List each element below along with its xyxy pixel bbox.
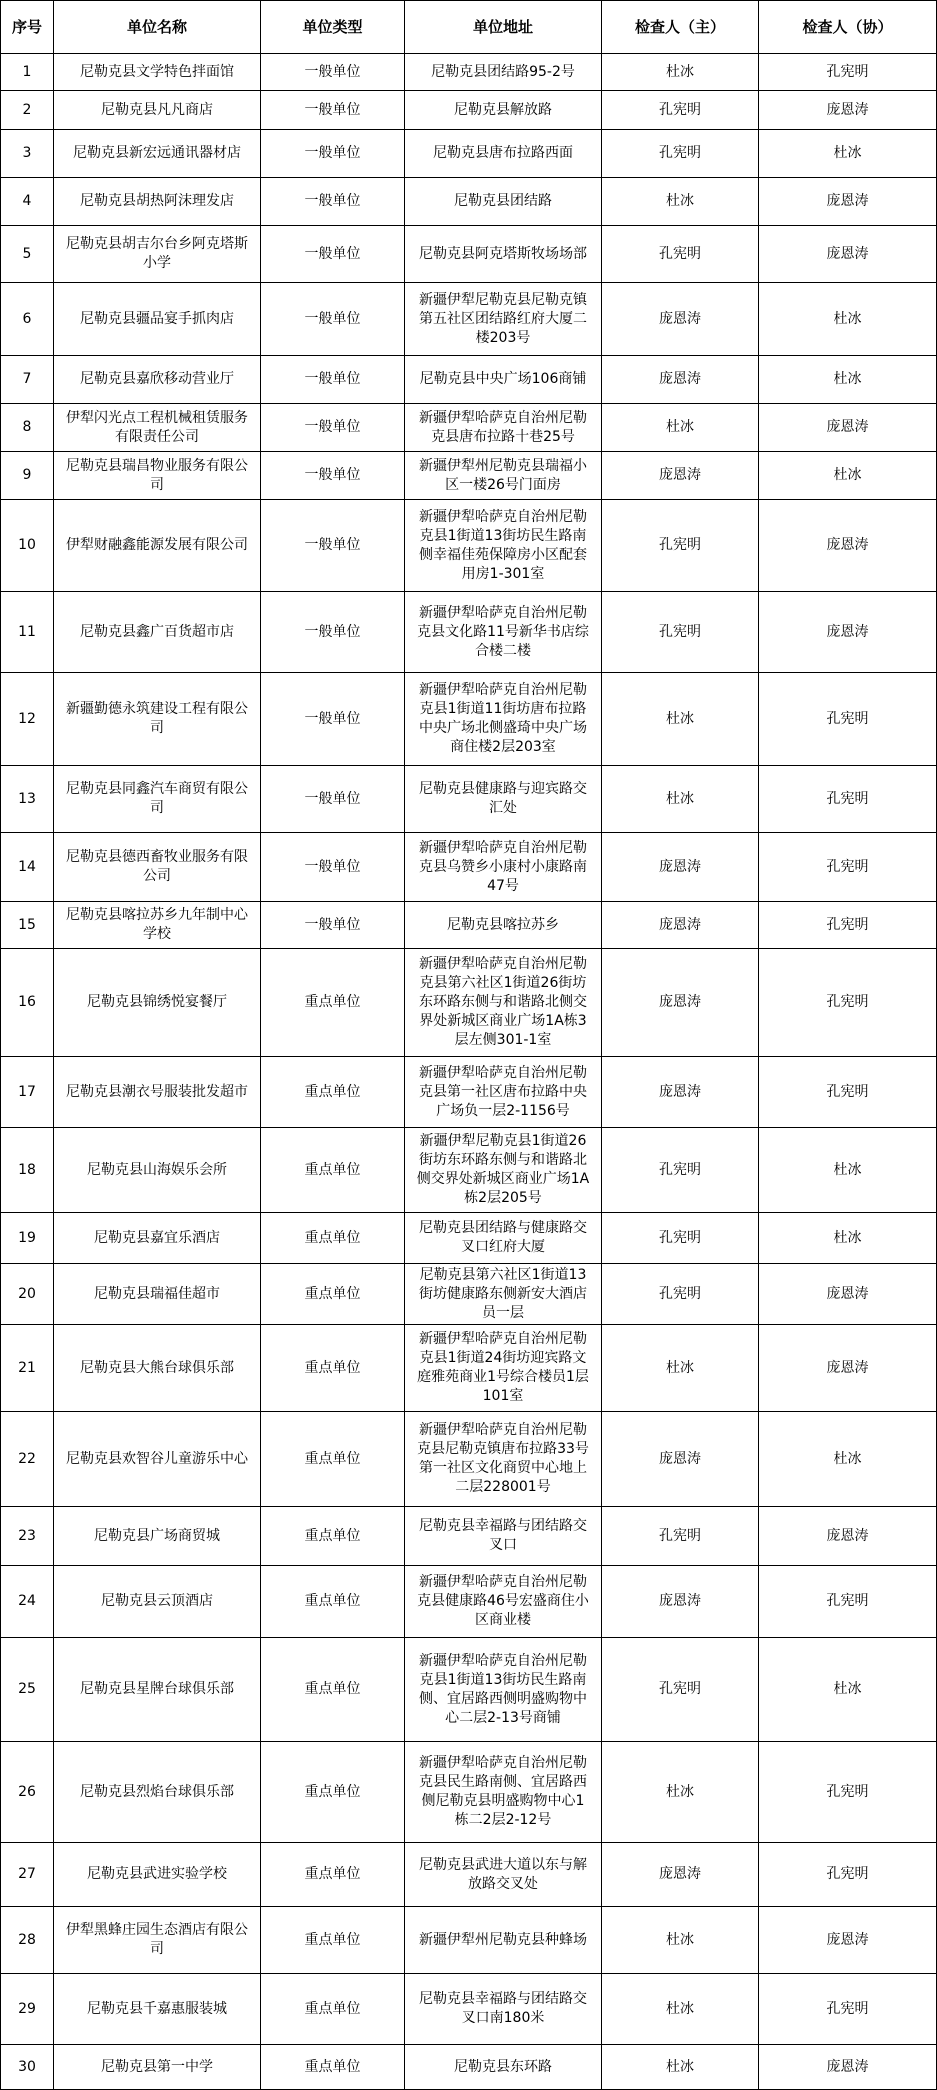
cell-inspector-main: 庞恩涛 [602, 1566, 759, 1638]
cell-unit-name: 尼勒克县欢智谷儿童游乐中心 [54, 1412, 261, 1507]
cell-inspector-assist: 孔宪明 [759, 1742, 937, 1843]
cell-unit-type: 重点单位 [261, 1057, 405, 1128]
cell-unit-type: 一般单位 [261, 766, 405, 833]
table-row [1, 1213, 937, 1264]
cell-unit-name: 尼勒克县德西畜牧业服务有限公司 [54, 833, 261, 902]
cell-unit-type: 重点单位 [261, 1128, 405, 1213]
cell-serial-no: 21 [1, 1325, 54, 1412]
cell-unit-address: 新疆伊犁哈萨克自治州尼勒克县健康路46号宏盛商住小区商业楼 [405, 1566, 602, 1638]
table-row [1, 226, 937, 283]
cell-unit-address: 尼勒克县团结路95-2号 [405, 54, 602, 91]
cell-unit-address: 新疆伊犁哈萨克自治州尼勒克县唐布拉路十巷25号 [405, 404, 602, 452]
header-unit-name: 单位名称 [54, 1, 261, 54]
cell-serial-no: 18 [1, 1128, 54, 1213]
cell-inspector-assist: 杜冰 [759, 452, 937, 500]
cell-serial-no: 16 [1, 949, 54, 1057]
cell-inspector-assist: 庞恩涛 [759, 1907, 937, 1974]
cell-inspector-main: 庞恩涛 [602, 949, 759, 1057]
cell-unit-name: 尼勒克县鑫广百货超市店 [54, 592, 261, 673]
table-row [1, 592, 937, 673]
cell-serial-no: 3 [1, 130, 54, 178]
cell-unit-address: 新疆伊犁哈萨克自治州尼勒克县1街道24街坊迎宾路文庭雅苑商业1号综合楼员1层101室 [405, 1325, 602, 1412]
cell-unit-type: 重点单位 [261, 1507, 405, 1566]
cell-unit-name: 尼勒克县嘉宜乐酒店 [54, 1213, 261, 1264]
cell-unit-type: 一般单位 [261, 283, 405, 356]
cell-unit-address: 尼勒克县阿克塔斯牧场场部 [405, 226, 602, 283]
cell-serial-no: 20 [1, 1264, 54, 1325]
cell-unit-type: 一般单位 [261, 54, 405, 91]
cell-inspector-main: 杜冰 [602, 2045, 759, 2090]
cell-unit-type: 一般单位 [261, 178, 405, 226]
cell-inspector-assist: 孔宪明 [759, 1974, 937, 2045]
table-row [1, 1507, 937, 1566]
cell-unit-name: 尼勒克县武进实验学校 [54, 1843, 261, 1907]
cell-unit-type: 重点单位 [261, 2045, 405, 2090]
cell-unit-name: 尼勒克县烈焰台球俱乐部 [54, 1742, 261, 1843]
header-serial-no: 序号 [1, 1, 54, 54]
cell-unit-type: 重点单位 [261, 1325, 405, 1412]
table-row [1, 833, 937, 902]
cell-serial-no: 8 [1, 404, 54, 452]
cell-inspector-assist: 庞恩涛 [759, 1325, 937, 1412]
cell-unit-address: 尼勒克县东环路 [405, 2045, 602, 2090]
cell-serial-no: 14 [1, 833, 54, 902]
cell-inspector-assist: 庞恩涛 [759, 91, 937, 130]
cell-unit-address: 新疆伊犁哈萨克自治州尼勒克县1街道13街坊民生路南侧幸福佳苑保障房小区配套用房1-301室 [405, 500, 602, 592]
cell-inspector-main: 杜冰 [602, 673, 759, 766]
cell-inspector-main: 孔宪明 [602, 1128, 759, 1213]
cell-unit-name: 尼勒克县锦绣悦宴餐厅 [54, 949, 261, 1057]
cell-unit-name: 尼勒克县凡凡商店 [54, 91, 261, 130]
cell-unit-type: 一般单位 [261, 226, 405, 283]
cell-unit-type: 重点单位 [261, 1412, 405, 1507]
cell-inspector-main: 庞恩涛 [602, 1843, 759, 1907]
cell-inspector-assist: 庞恩涛 [759, 178, 937, 226]
cell-inspector-assist: 庞恩涛 [759, 1507, 937, 1566]
table-row [1, 1057, 937, 1128]
cell-inspector-main: 杜冰 [602, 1907, 759, 1974]
cell-unit-name: 尼勒克县新宏远通讯器材店 [54, 130, 261, 178]
cell-unit-address: 新疆伊犁尼勒克县1街道26街坊东环路东侧与和谐路北侧交界处新城区商业广场1A栋2层205号 [405, 1128, 602, 1213]
cell-unit-type: 重点单位 [261, 1638, 405, 1742]
table-row [1, 1638, 937, 1742]
cell-inspector-main: 杜冰 [602, 1325, 759, 1412]
cell-unit-name: 尼勒克县广场商贸城 [54, 1507, 261, 1566]
table-row [1, 1128, 937, 1213]
table-row [1, 2045, 937, 2090]
cell-inspector-main: 杜冰 [602, 54, 759, 91]
cell-unit-name: 尼勒克县喀拉苏乡九年制中心学校 [54, 902, 261, 949]
cell-unit-type: 重点单位 [261, 1843, 405, 1907]
cell-unit-address: 尼勒克县中央广场106商铺 [405, 356, 602, 404]
cell-unit-name: 尼勒克县瑞昌物业服务有限公司 [54, 452, 261, 500]
table-row [1, 404, 937, 452]
cell-inspector-main: 孔宪明 [602, 130, 759, 178]
table-body [1, 54, 937, 2090]
cell-inspector-assist: 庞恩涛 [759, 404, 937, 452]
cell-unit-name: 尼勒克县疆品宴手抓肉店 [54, 283, 261, 356]
cell-inspector-assist: 孔宪明 [759, 673, 937, 766]
cell-unit-address: 尼勒克县幸福路与团结路交叉口南180米 [405, 1974, 602, 2045]
cell-unit-type: 一般单位 [261, 404, 405, 452]
header-unit-type: 单位类型 [261, 1, 405, 54]
cell-serial-no: 17 [1, 1057, 54, 1128]
cell-unit-type: 重点单位 [261, 1264, 405, 1325]
cell-unit-type: 一般单位 [261, 91, 405, 130]
cell-unit-name: 伊犁财融鑫能源发展有限公司 [54, 500, 261, 592]
cell-inspector-main: 杜冰 [602, 766, 759, 833]
cell-serial-no: 26 [1, 1742, 54, 1843]
cell-serial-no: 9 [1, 452, 54, 500]
cell-unit-name: 伊犁黑蜂庄园生态酒店有限公司 [54, 1907, 261, 1974]
cell-unit-type: 一般单位 [261, 356, 405, 404]
table-row [1, 1325, 937, 1412]
cell-inspector-assist: 杜冰 [759, 356, 937, 404]
table-row [1, 178, 937, 226]
cell-serial-no: 10 [1, 500, 54, 592]
cell-unit-name: 尼勒克县胡热阿沫理发店 [54, 178, 261, 226]
cell-inspector-main: 孔宪明 [602, 226, 759, 283]
cell-unit-address: 新疆伊犁州尼勒克县瑞福小区一楼26号门面房 [405, 452, 602, 500]
cell-unit-name: 新疆勤德永筑建设工程有限公司 [54, 673, 261, 766]
cell-unit-name: 尼勒克县胡吉尔台乡阿克塔斯小学 [54, 226, 261, 283]
cell-unit-address: 尼勒克县武进大道以东与解放路交叉处 [405, 1843, 602, 1907]
cell-inspector-assist: 杜冰 [759, 1412, 937, 1507]
cell-inspector-main: 庞恩涛 [602, 452, 759, 500]
table-row [1, 91, 937, 130]
cell-serial-no: 25 [1, 1638, 54, 1742]
header-inspector-main: 检查人（主） [602, 1, 759, 54]
cell-inspector-assist: 庞恩涛 [759, 1264, 937, 1325]
table-row [1, 356, 937, 404]
cell-unit-type: 重点单位 [261, 1213, 405, 1264]
table-row [1, 1264, 937, 1325]
cell-serial-no: 1 [1, 54, 54, 91]
cell-inspector-assist: 杜冰 [759, 283, 937, 356]
cell-unit-type: 一般单位 [261, 130, 405, 178]
cell-serial-no: 27 [1, 1843, 54, 1907]
cell-inspector-main: 庞恩涛 [602, 833, 759, 902]
cell-unit-type: 重点单位 [261, 1974, 405, 2045]
cell-inspector-main: 庞恩涛 [602, 902, 759, 949]
cell-inspector-assist: 孔宪明 [759, 54, 937, 91]
cell-inspector-main: 杜冰 [602, 404, 759, 452]
cell-unit-address: 新疆伊犁哈萨克自治州尼勒克县第六社区1街道26街坊东环路东侧与和谐路北侧交界处新城区商业广场1A栋3层左侧301-1室 [405, 949, 602, 1057]
cell-inspector-assist: 庞恩涛 [759, 500, 937, 592]
header-unit-address: 单位地址 [405, 1, 602, 54]
cell-unit-name: 尼勒克县瑞福佳超市 [54, 1264, 261, 1325]
cell-serial-no: 19 [1, 1213, 54, 1264]
cell-inspector-assist: 杜冰 [759, 1128, 937, 1213]
cell-unit-name: 尼勒克县千嘉惠服装城 [54, 1974, 261, 2045]
cell-inspector-main: 孔宪明 [602, 1264, 759, 1325]
cell-unit-type: 一般单位 [261, 592, 405, 673]
table-row [1, 766, 937, 833]
cell-inspector-assist: 孔宪明 [759, 902, 937, 949]
table-header [1, 1, 937, 54]
table-row [1, 1974, 937, 2045]
cell-serial-no: 5 [1, 226, 54, 283]
cell-inspector-main: 杜冰 [602, 1742, 759, 1843]
cell-unit-type: 一般单位 [261, 833, 405, 902]
cell-unit-address: 新疆伊犁哈萨克自治州尼勒克县1街道13街坊民生路南侧、宜居路西侧明盛购物中心二层2-13号商铺 [405, 1638, 602, 1742]
cell-unit-type: 一般单位 [261, 500, 405, 592]
cell-unit-name: 尼勒克县嘉欣移动营业厅 [54, 356, 261, 404]
cell-unit-address: 新疆伊犁哈萨克自治州尼勒克县尼勒克镇唐布拉路33号第一社区文化商贸中心地上二层228001号 [405, 1412, 602, 1507]
cell-serial-no: 23 [1, 1507, 54, 1566]
cell-serial-no: 12 [1, 673, 54, 766]
cell-unit-name: 伊犁闪光点工程机械租赁服务有限责任公司 [54, 404, 261, 452]
table-row [1, 1566, 937, 1638]
cell-inspector-assist: 杜冰 [759, 130, 937, 178]
table-row [1, 54, 937, 91]
cell-unit-address: 尼勒克县幸福路与团结路交叉口 [405, 1507, 602, 1566]
cell-inspector-assist: 庞恩涛 [759, 2045, 937, 2090]
cell-inspector-assist: 庞恩涛 [759, 226, 937, 283]
cell-unit-address: 尼勒克县喀拉苏乡 [405, 902, 602, 949]
cell-serial-no: 13 [1, 766, 54, 833]
cell-unit-address: 新疆伊犁哈萨克自治州尼勒克县1街道11街坊唐布拉路中央广场北侧盛琦中央广场商住楼2层203室 [405, 673, 602, 766]
cell-unit-type: 重点单位 [261, 1907, 405, 1974]
cell-unit-type: 一般单位 [261, 673, 405, 766]
cell-inspector-assist: 孔宪明 [759, 766, 937, 833]
cell-inspector-assist: 孔宪明 [759, 1566, 937, 1638]
cell-serial-no: 22 [1, 1412, 54, 1507]
cell-unit-type: 一般单位 [261, 452, 405, 500]
table-row [1, 949, 937, 1057]
cell-inspector-main: 孔宪明 [602, 1213, 759, 1264]
cell-unit-name: 尼勒克县潮衣号服装批发超市 [54, 1057, 261, 1128]
cell-inspector-assist: 孔宪明 [759, 949, 937, 1057]
cell-unit-name: 尼勒克县同鑫汽车商贸有限公司 [54, 766, 261, 833]
table-row [1, 673, 937, 766]
table-row [1, 452, 937, 500]
header-inspector-assist: 检查人（协） [759, 1, 937, 54]
cell-unit-address: 新疆伊犁尼勒克县尼勒克镇第五社区团结路红府大厦二楼203号 [405, 283, 602, 356]
cell-serial-no: 7 [1, 356, 54, 404]
cell-unit-type: 重点单位 [261, 1566, 405, 1638]
cell-inspector-main: 孔宪明 [602, 91, 759, 130]
table-row [1, 130, 937, 178]
cell-unit-address: 尼勒克县团结路与健康路交叉口红府大厦 [405, 1213, 602, 1264]
header-row [1, 1, 937, 54]
cell-inspector-main: 庞恩涛 [602, 356, 759, 404]
cell-inspector-main: 杜冰 [602, 1974, 759, 2045]
cell-inspector-main: 庞恩涛 [602, 1057, 759, 1128]
cell-serial-no: 28 [1, 1907, 54, 1974]
cell-serial-no: 11 [1, 592, 54, 673]
cell-unit-address: 新疆伊犁哈萨克自治州尼勒克县文化路11号新华书店综合楼二楼 [405, 592, 602, 673]
cell-unit-name: 尼勒克县云顶酒店 [54, 1566, 261, 1638]
cell-serial-no: 2 [1, 91, 54, 130]
table-row [1, 1412, 937, 1507]
cell-inspector-main: 庞恩涛 [602, 283, 759, 356]
cell-unit-address: 新疆伊犁哈萨克自治州尼勒克县民生路南侧、宜居路西侧尼勒克县明盛购物中心1栋二2层2-12号 [405, 1742, 602, 1843]
table-row [1, 1843, 937, 1907]
cell-serial-no: 29 [1, 1974, 54, 2045]
cell-serial-no: 6 [1, 283, 54, 356]
cell-inspector-main: 孔宪明 [602, 1638, 759, 1742]
cell-unit-address: 新疆伊犁哈萨克自治州尼勒克县乌赞乡小康村小康路南47号 [405, 833, 602, 902]
cell-unit-name: 尼勒克县星牌台球俱乐部 [54, 1638, 261, 1742]
cell-inspector-assist: 孔宪明 [759, 833, 937, 902]
cell-serial-no: 15 [1, 902, 54, 949]
cell-unit-address: 尼勒克县健康路与迎宾路交汇处 [405, 766, 602, 833]
cell-inspector-assist: 庞恩涛 [759, 592, 937, 673]
cell-inspector-main: 庞恩涛 [602, 1412, 759, 1507]
cell-unit-type: 重点单位 [261, 1742, 405, 1843]
cell-unit-name: 尼勒克县文学特色拌面馆 [54, 54, 261, 91]
cell-unit-address: 新疆伊犁哈萨克自治州尼勒克县第一社区唐布拉路中央广场负一层2-1156号 [405, 1057, 602, 1128]
cell-inspector-main: 孔宪明 [602, 500, 759, 592]
cell-unit-type: 一般单位 [261, 902, 405, 949]
table-row [1, 902, 937, 949]
cell-serial-no: 24 [1, 1566, 54, 1638]
table-row [1, 283, 937, 356]
cell-unit-address: 尼勒克县第六社区1街道13街坊健康路东侧新安大酒店员一层 [405, 1264, 602, 1325]
cell-inspector-main: 孔宪明 [602, 592, 759, 673]
cell-unit-address: 尼勒克县解放路 [405, 91, 602, 130]
cell-unit-address: 新疆伊犁州尼勒克县种蜂场 [405, 1907, 602, 1974]
cell-inspector-assist: 孔宪明 [759, 1057, 937, 1128]
cell-inspector-main: 杜冰 [602, 178, 759, 226]
table-row [1, 1742, 937, 1843]
table-row [1, 1907, 937, 1974]
cell-unit-name: 尼勒克县山海娱乐会所 [54, 1128, 261, 1213]
cell-unit-name: 尼勒克县大熊台球俱乐部 [54, 1325, 261, 1412]
cell-unit-address: 尼勒克县团结路 [405, 178, 602, 226]
cell-inspector-assist: 杜冰 [759, 1638, 937, 1742]
cell-serial-no: 30 [1, 2045, 54, 2090]
cell-inspector-assist: 孔宪明 [759, 1843, 937, 1907]
cell-serial-no: 4 [1, 178, 54, 226]
cell-inspector-assist: 杜冰 [759, 1213, 937, 1264]
cell-unit-type: 重点单位 [261, 949, 405, 1057]
table-row [1, 500, 937, 592]
cell-unit-name: 尼勒克县第一中学 [54, 2045, 261, 2090]
cell-inspector-main: 孔宪明 [602, 1507, 759, 1566]
cell-unit-address: 尼勒克县唐布拉路西面 [405, 130, 602, 178]
